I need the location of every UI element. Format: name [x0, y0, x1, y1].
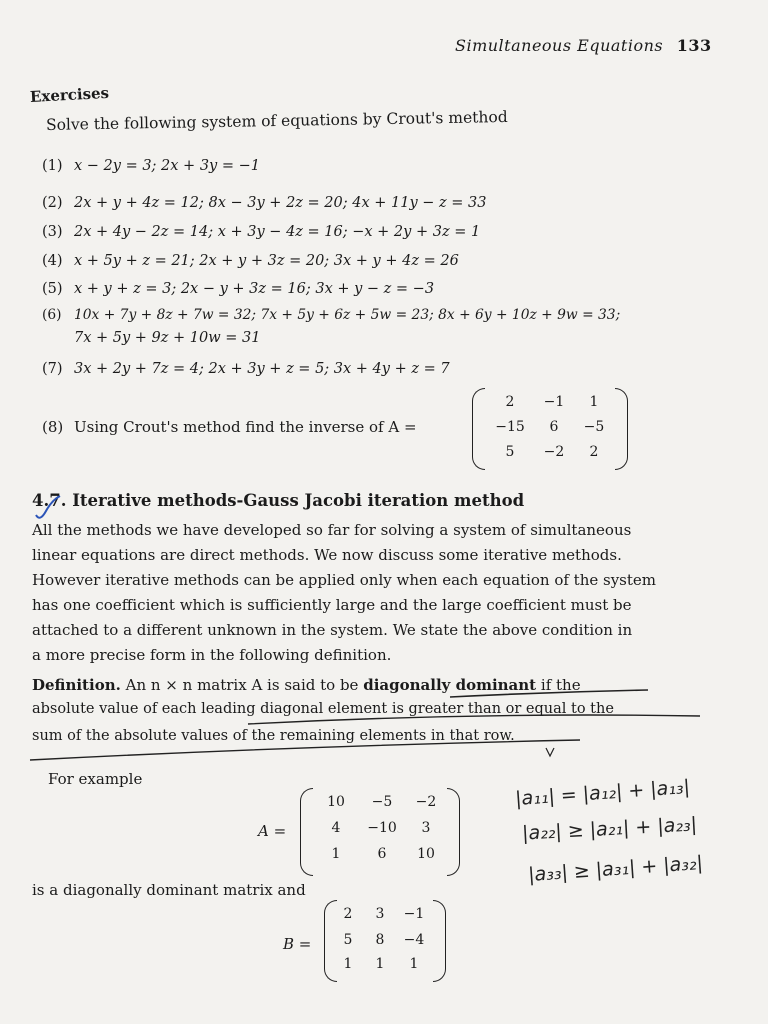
section-number: 4.7.	[32, 491, 67, 510]
matrix-cell: −1	[403, 906, 425, 922]
exercise-number: (6)	[42, 307, 62, 323]
definition-term: diagonally dominant	[363, 676, 537, 694]
matrix-cell: 1	[343, 956, 353, 972]
matrix-cell: 1	[589, 394, 599, 410]
exercise-text: Using Crout's method find the inverse of A =	[74, 418, 417, 436]
matrix-cell: 2	[589, 444, 599, 460]
exercise-text: 2x + y + 4z = 12; 8x − 3y + 2z = 20; 4x + 11y − z = 33	[74, 195, 487, 211]
matrix-cell: 10	[417, 846, 435, 862]
matrix-cell: −5	[371, 794, 393, 810]
handwritten-note: |a₁₁| = |a₁₂| + |a₁₃|	[514, 775, 691, 811]
exercise-text: 10x + 7y + 8z + 7w = 32; 7x + 5y + 6z + 5w = 23; 8x + 6y + 10z + 9w = 33;	[74, 307, 621, 323]
exercise-number: (7)	[42, 361, 63, 377]
definition-text: An n × n matrix A is said to be	[125, 676, 359, 694]
matrix-cell: 1	[375, 956, 385, 972]
pen-check-mark	[36, 496, 60, 518]
exercise-number: (8)	[42, 418, 64, 436]
section-title: Iterative methods-Gauss Jacobi iteration method	[72, 491, 525, 510]
exercise-text: x + 5y + z = 21; 2x + y + 3z = 20; 3x + y + 4z = 26	[74, 253, 459, 269]
matrix-cell: 3	[375, 906, 385, 922]
pen-underline	[450, 690, 648, 697]
matrix-cell: 5	[343, 932, 353, 948]
paragraph-line: All the methods we have developed so far for solving a system of simultaneous	[32, 521, 632, 539]
matrix-cell: −10	[367, 820, 397, 836]
page-number: 133	[676, 36, 712, 55]
definition-line-3: sum of the absolute values of the remaining elements in that row.	[32, 728, 515, 744]
definition-line-2: absolute value of each leading diagonal element is greater than or equal to the	[32, 701, 614, 717]
diagonally-dominant-text: is a diagonally dominant matrix and	[32, 881, 306, 899]
matrix-cell: 4	[331, 820, 341, 836]
exercise-number: (4)	[42, 253, 63, 269]
exercise-number: (5)	[42, 281, 63, 297]
matrix-cell: −2	[415, 794, 437, 810]
exercise-number: (1)	[42, 158, 63, 174]
pen-caret	[546, 748, 554, 756]
paragraph-line: has one coefficient which is sufficiently large and the large coefficient must be	[32, 596, 632, 614]
matrix-cell: 10	[327, 794, 345, 810]
exercises-intro: Solve the following system of equations by Crout's method	[45, 107, 508, 134]
pen-underline	[248, 715, 700, 724]
exercises-title: Exercises	[29, 83, 110, 106]
exercise-text: x − 2y = 3; 2x + 3y = −1	[74, 158, 260, 174]
matrix-cell: 6	[377, 846, 387, 862]
handwritten-note: |a₂₂| ≥ |a₂₁| + |a₂₃|	[521, 813, 698, 845]
paragraph-line: attached to a different unknown in the system. We state the above condition in	[32, 621, 633, 639]
matrix-cell: 1	[409, 956, 419, 972]
matrix-cell: 1	[331, 846, 341, 862]
handwritten-note: |a₃₃| ≥ |a₃₁| + |a₃₂|	[527, 851, 704, 887]
paragraph-line: However iterative methods can be applied only when each equation of the system	[32, 571, 657, 589]
matrix-a-label: A =	[258, 822, 287, 840]
matrix-cell: 5	[505, 444, 515, 460]
matrix-cell: −1	[543, 394, 565, 410]
matrix-cell: 2	[505, 394, 515, 410]
exercise-number: (3)	[42, 224, 63, 240]
pen-underline	[30, 740, 580, 760]
exercise-text: x + y + z = 3; 2x − y + 3z = 16; 3x + y − z = −3	[74, 281, 435, 297]
matrix-b-label: B =	[283, 935, 312, 953]
matrix-cell: −4	[403, 932, 425, 948]
example-intro: For example	[48, 770, 143, 788]
exercise-text: 7x + 5y + 9z + 10w = 31	[74, 330, 261, 346]
exercise-number: (2)	[42, 195, 63, 211]
paragraph-line: a more precise form in the following definition.	[32, 646, 392, 664]
matrix-cell: 3	[421, 820, 431, 836]
matrix-cell: −2	[543, 444, 565, 460]
definition-text: if the	[540, 676, 581, 694]
exercise-text: 2x + 4y − 2z = 14; x + 3y − 4z = 16; −x + 2y + 3z = 1	[74, 224, 481, 240]
paragraph-line: linear equations are direct methods. We now discuss some iterative methods.	[32, 546, 622, 564]
matrix-cell: −15	[495, 419, 525, 435]
matrix-cell: −5	[583, 419, 605, 435]
exercise-text: 3x + 2y + 7z = 4; 2x + 3y + z = 5; 3x + 4y + z = 7	[74, 361, 450, 377]
matrix-cell: 8	[375, 932, 385, 948]
definition-label: Definition.	[32, 676, 121, 694]
matrix-cell: 2	[343, 906, 353, 922]
matrix-cell: 6	[549, 419, 559, 435]
header-title: Simultaneous Equations	[455, 36, 664, 55]
